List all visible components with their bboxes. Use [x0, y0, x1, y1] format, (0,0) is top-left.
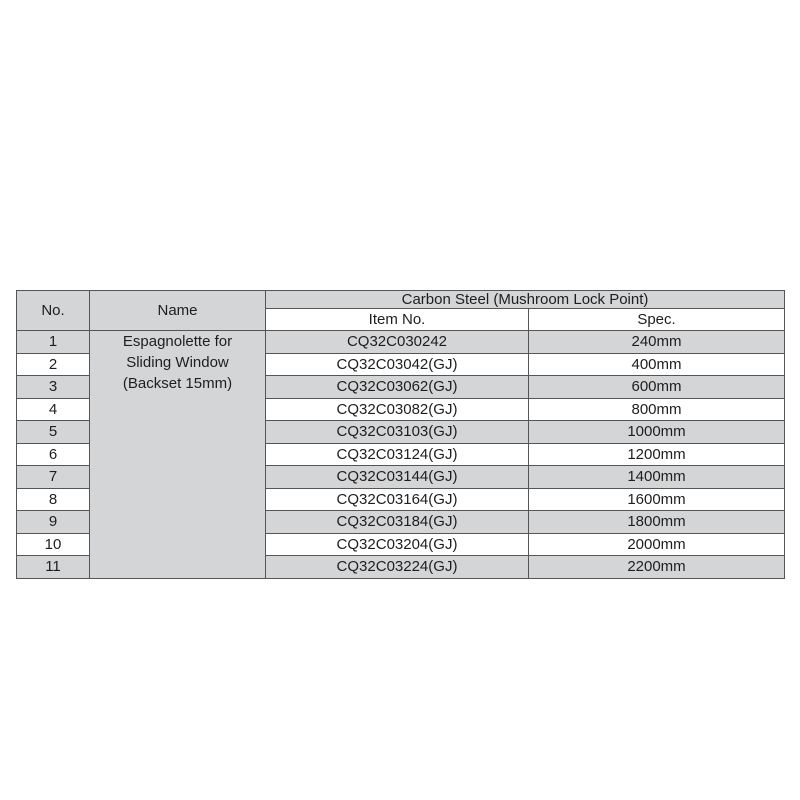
cell-no: 2	[17, 353, 90, 376]
cell-item-no: CQ32C03204(GJ)	[266, 533, 529, 556]
product-name-line: Espagnolette for	[122, 333, 233, 350]
cell-no: 8	[17, 488, 90, 511]
cell-item-no: CQ32C03062(GJ)	[266, 376, 529, 399]
cell-no: 11	[17, 556, 90, 579]
header-no: No.	[17, 291, 90, 331]
cell-item-no: CQ32C03042(GJ)	[266, 353, 529, 376]
product-spec-table	[16, 290, 785, 579]
header-item-no: Item No.	[266, 309, 529, 331]
cell-spec: 1000mm	[529, 421, 785, 444]
cell-item-no: CQ32C03224(GJ)	[266, 556, 529, 579]
cell-spec: 1600mm	[529, 488, 785, 511]
cell-item-no: CQ32C03144(GJ)	[266, 466, 529, 489]
cell-item-no: CQ32C03124(GJ)	[266, 443, 529, 466]
cell-no: 1	[17, 331, 90, 354]
cell-spec: 2200mm	[529, 556, 785, 579]
cell-spec: 1200mm	[529, 443, 785, 466]
cell-spec: 600mm	[529, 376, 785, 399]
cell-item-no: CQ32C03164(GJ)	[266, 488, 529, 511]
cell-no: 3	[17, 376, 90, 399]
cell-no: 6	[17, 443, 90, 466]
product-name-line: (Backset 15mm)	[122, 375, 233, 392]
cell-no: 7	[17, 466, 90, 489]
cell-no: 10	[17, 533, 90, 556]
cell-item-no: CQ32C03184(GJ)	[266, 511, 529, 534]
table-row	[17, 331, 785, 354]
header-name: Name	[90, 291, 266, 331]
cell-spec: 1800mm	[529, 511, 785, 534]
cell-no: 5	[17, 421, 90, 444]
cell-item-no: CQ32C03103(GJ)	[266, 421, 529, 444]
cell-spec: 2000mm	[529, 533, 785, 556]
cell-item-no: CQ32C030242	[266, 331, 529, 354]
header-material-group: Carbon Steel (Mushroom Lock Point)	[266, 291, 785, 309]
cell-spec: 800mm	[529, 398, 785, 421]
header-spec: Spec.	[529, 309, 785, 331]
cell-spec: 1400mm	[529, 466, 785, 489]
product-name-cell	[90, 331, 266, 579]
cell-item-no: CQ32C03082(GJ)	[266, 398, 529, 421]
cell-no: 4	[17, 398, 90, 421]
cell-no: 9	[17, 511, 90, 534]
cell-spec: 400mm	[529, 353, 785, 376]
cell-spec: 240mm	[529, 331, 785, 354]
product-name-line: Sliding Window	[126, 354, 229, 371]
